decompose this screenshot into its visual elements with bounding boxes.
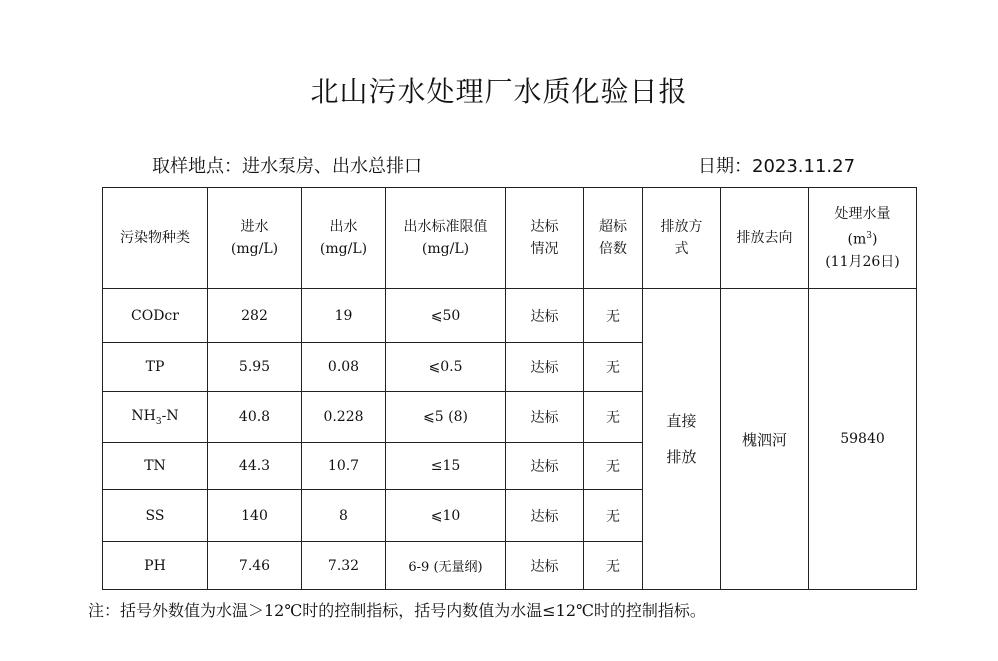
header-pollutant: 污染物种类: [103, 188, 208, 289]
water-quality-table: [102, 187, 917, 590]
exceed-value: 无: [584, 542, 643, 590]
exceed-value: 无: [584, 490, 643, 542]
limit-value: ≤15: [386, 443, 506, 490]
inflow-value: 7.46: [208, 542, 302, 590]
inflow-value: 140: [208, 490, 302, 542]
pollutant-name: $NH_3-N$: [103, 392, 208, 443]
header-volume: 处理水量 $(m^3)$ (11月26日): [809, 188, 917, 289]
inflow-value: 44.3: [208, 443, 302, 490]
exceed-value: 无: [584, 289, 643, 343]
pollutant-name: CODcr: [103, 289, 208, 343]
pollutant-name: TP: [103, 343, 208, 392]
exceed-value: 无: [584, 343, 643, 392]
inflow-value: 282: [208, 289, 302, 343]
limit-value: ⩽5 (8): [386, 392, 506, 443]
footnote: 注：括号外数值为水温＞12℃时的控制指标，括号内数值为水温≤12℃时的控制指标。: [88, 601, 706, 620]
discharge-destination: 槐泗河: [721, 289, 809, 590]
inflow-value: 5.95: [208, 343, 302, 392]
header-row: [103, 188, 917, 289]
pollutant-name: TN: [103, 443, 208, 490]
outflow-value: 0.228: [302, 392, 386, 443]
limit-value: ⩽10: [386, 490, 506, 542]
limit-value: ⩽0.5: [386, 343, 506, 392]
status-value: 达标: [506, 542, 584, 590]
status-value: 达标: [506, 289, 584, 343]
page-title: 北山污水处理厂水质化验日报: [310, 75, 688, 108]
outflow-value: 10.7: [302, 443, 386, 490]
status-value: 达标: [506, 443, 584, 490]
sampling-site: 取样地点：进水泵房、出水总排口: [152, 156, 422, 177]
header-outflow: 出水 (mg/L): [302, 188, 386, 289]
outflow-value: 0.08: [302, 343, 386, 392]
table-row: [103, 289, 917, 343]
report-date: 日期：2023.11.27: [698, 156, 856, 177]
outflow-value: 19: [302, 289, 386, 343]
pollutant-name: PH: [103, 542, 208, 590]
status-value: 达标: [506, 490, 584, 542]
exceed-value: 无: [584, 443, 643, 490]
header-exceed: 超标 倍数: [584, 188, 643, 289]
pollutant-name: SS: [103, 490, 208, 542]
discharge-method: 直接 排放: [643, 289, 721, 590]
status-value: 达标: [506, 343, 584, 392]
limit-value: 6-9 (无量纲): [386, 542, 506, 590]
outflow-value: 7.32: [302, 542, 386, 590]
header-inflow: 进水 (mg/L): [208, 188, 302, 289]
exceed-value: 无: [584, 392, 643, 443]
header-destination: 排放去向: [721, 188, 809, 289]
limit-value: ⩽50: [386, 289, 506, 343]
treated-volume: 59840: [809, 289, 917, 590]
inflow-value: 40.8: [208, 392, 302, 443]
header-status: 达标 情况: [506, 188, 584, 289]
header-limit: 出水标准限值 (mg/L): [386, 188, 506, 289]
status-value: 达标: [506, 392, 584, 443]
header-method: 排放方 式: [643, 188, 721, 289]
outflow-value: 8: [302, 490, 386, 542]
